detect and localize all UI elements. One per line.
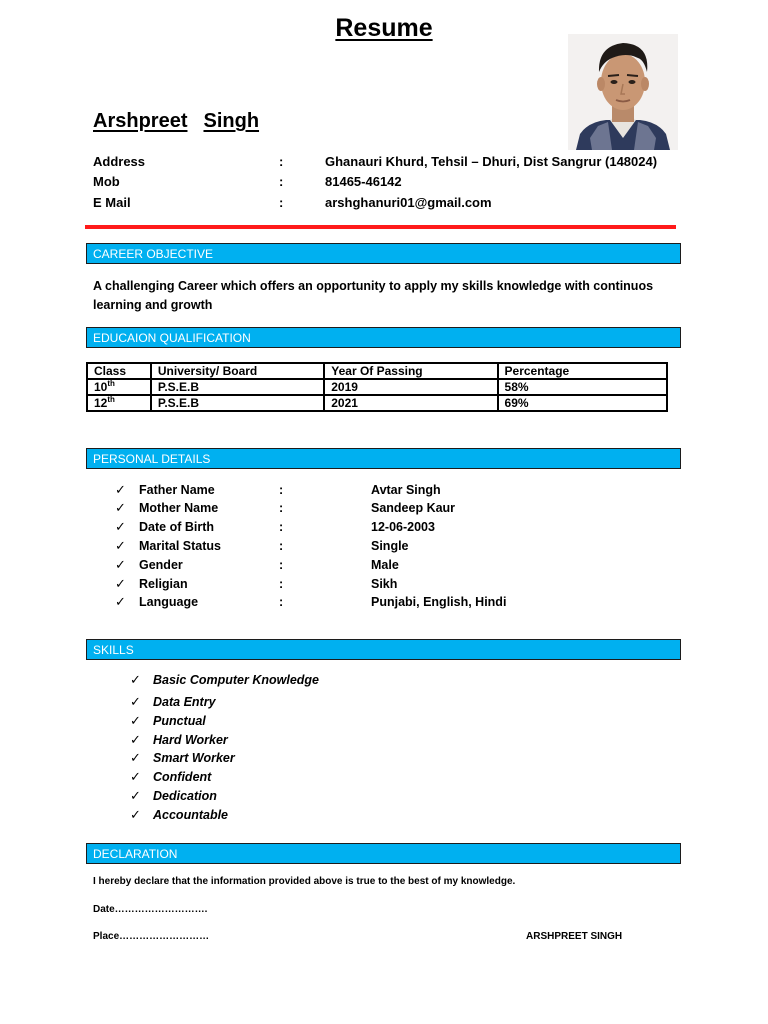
portrait-image [568, 34, 678, 150]
checkmark-icon: ✓ [130, 713, 141, 728]
table-row [87, 379, 667, 395]
personal-details-heading: PERSONAL DETAILS [86, 448, 681, 469]
checkmark-icon: ✓ [115, 500, 126, 515]
year-cell: 2019 [324, 379, 497, 395]
header-year: Year Of Passing [324, 363, 497, 379]
mother-name-colon: : [279, 501, 284, 515]
email-colon: : [279, 195, 284, 210]
checkmark-icon: ✓ [130, 672, 141, 687]
skill-item: Confident [153, 770, 212, 784]
gender-colon: : [279, 558, 284, 572]
first-name: Arshpreet [93, 110, 188, 132]
mother-name-value: Sandeep Kaur [371, 501, 456, 515]
marital-status-label: Marital Status [139, 539, 221, 553]
header-class: Class [87, 363, 151, 379]
religion-colon: : [279, 577, 284, 591]
checkmark-icon: ✓ [130, 807, 141, 822]
board-cell: P.S.E.B [151, 379, 324, 395]
class-cell: 12th [87, 395, 151, 411]
checkmark-icon: ✓ [115, 519, 126, 534]
declaration-text: I hereby declare that the information provided above is true to the best of my knowledge. [93, 876, 516, 887]
table-row [87, 395, 667, 411]
mobile-colon: : [279, 174, 284, 189]
declaration-heading: DECLARATION [86, 843, 681, 864]
mobile-value: 81465-46142 [325, 174, 402, 189]
dob-colon: : [279, 520, 284, 534]
year-cell: 2021 [324, 395, 497, 411]
checkmark-icon: ✓ [130, 732, 141, 747]
skill-item: Hard Worker [153, 733, 228, 747]
skill-item: Data Entry [153, 695, 216, 709]
email-label: E Mail [93, 195, 131, 210]
religion-label: Religian [139, 577, 188, 591]
address-value: Ghanauri Khurd, Tehsil – Dhuri, Dist Sangrur (148024) [325, 154, 658, 169]
percentage-cell: 69% [498, 395, 667, 411]
checkmark-icon: ✓ [130, 769, 141, 784]
checkmark-icon: ✓ [115, 482, 126, 497]
checkmark-icon: ✓ [130, 750, 141, 765]
class-cell: 10th [87, 379, 151, 395]
education-heading: EDUCAION QUALIFICATION [86, 327, 681, 348]
address-label: Address [93, 154, 146, 169]
header-board: University/ Board [151, 363, 324, 379]
skill-item: Dedication [153, 789, 217, 803]
religion-value: Sikh [371, 577, 398, 591]
checkmark-icon: ✓ [130, 788, 141, 803]
father-name-label: Father Name [139, 483, 215, 497]
skills-heading: SKILLS [86, 639, 681, 660]
marital-status-colon: : [279, 539, 284, 553]
page-title: Resume [335, 14, 433, 42]
dob-value: 12-06-2003 [371, 520, 435, 534]
skill-item: Accountable [153, 808, 229, 822]
skill-item: Punctual [153, 714, 206, 728]
skill-item: Smart Worker [153, 751, 235, 765]
language-value: Punjabi, English, Hindi [371, 595, 507, 609]
mobile-label: Mob [93, 174, 120, 189]
education-table [86, 362, 668, 412]
language-label: Language [139, 595, 199, 609]
skill-item: Basic Computer Knowledge [153, 673, 319, 687]
date-line: Date………………………. [93, 904, 208, 915]
dob-label: Date of Birth [139, 520, 214, 534]
percentage-cell: 58% [498, 379, 667, 395]
place-line: Place……………………… [93, 931, 210, 942]
marital-status-value: Single [371, 539, 409, 553]
board-cell: P.S.E.B [151, 395, 324, 411]
header-percentage: Percentage [498, 363, 667, 379]
profile-photo [568, 34, 678, 150]
header-divider [85, 225, 676, 229]
checkmark-icon: ✓ [130, 694, 141, 709]
mother-name-label: Mother Name [139, 501, 219, 515]
checkmark-icon: ✓ [115, 576, 126, 591]
career-objective-text: A challenging Career which offers an opportunity to apply my skills knowledge with continuos learning and growth [93, 279, 654, 312]
father-name-value: Avtar Singh [371, 483, 441, 497]
father-name-colon: : [279, 483, 284, 497]
gender-label: Gender [139, 558, 183, 572]
signature-name: ARSHPREET SINGH [526, 931, 623, 942]
career-objective-heading: CAREER OBJECTIVE [86, 243, 681, 264]
address-colon: : [279, 154, 284, 169]
language-colon: : [279, 595, 284, 609]
candidate-name [93, 110, 259, 133]
last-name: Singh [203, 110, 260, 132]
table-header-row [87, 363, 667, 379]
checkmark-icon: ✓ [115, 538, 126, 553]
checkmark-icon: ✓ [115, 594, 126, 609]
checkmark-icon: ✓ [115, 557, 126, 572]
gender-value: Male [371, 558, 399, 572]
email-value: arshghanuri01@gmail.com [325, 195, 492, 210]
